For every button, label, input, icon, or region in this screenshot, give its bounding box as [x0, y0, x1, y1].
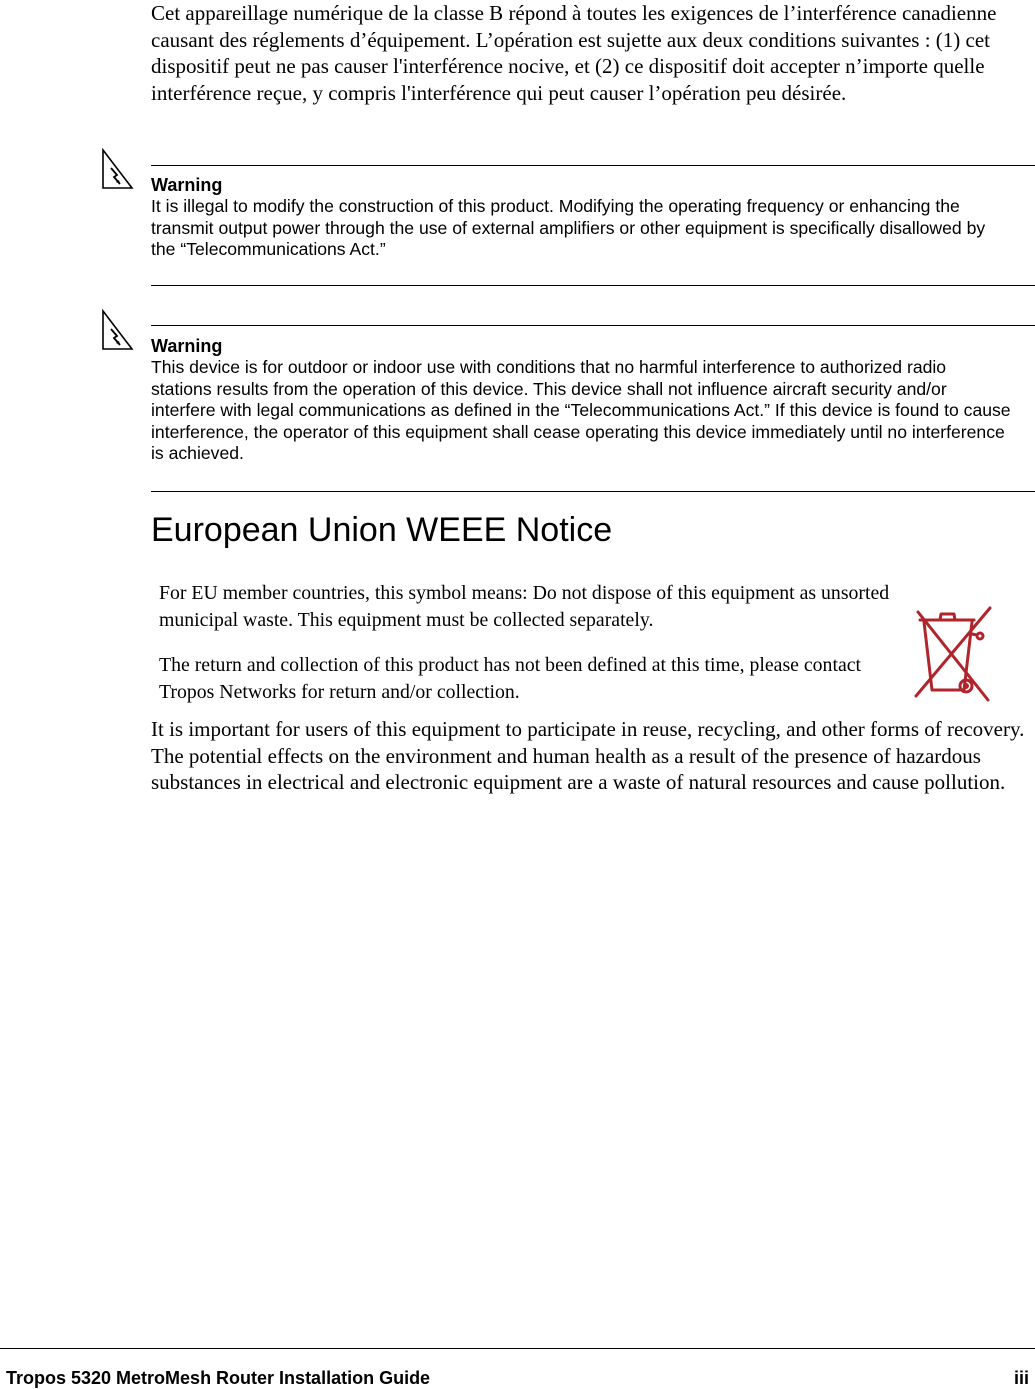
warning-1-top-rule [151, 165, 1035, 166]
warning-1-title: Warning [151, 175, 223, 195]
warning-1 [151, 174, 1011, 261]
footer-title: Tropos 5320 MetroMesh Router Installation Guide [6, 1368, 431, 1388]
weee-symbol-text: For EU member countries, this symbol means: Do not dispose of this equipment as unsorted municipal waste. This equipment must be collected separately. [159, 582, 890, 631]
warning-2-title: Warning [151, 336, 223, 356]
crossed-out-wheelie-bin-icon [910, 600, 994, 704]
footer-rule [0, 1348, 1035, 1349]
warning-1-bottom-rule [151, 285, 1035, 286]
recovery-paragraph: It is important for users of this equipment to participate in reuse, recycling, and other forms of recovery. The potential effects on the environment and human health as a result of the presence of hazardous substances in electrical and electronic equipment are a waste of natural resources and cause pollution. [151, 717, 1025, 794]
page-number: iii [1013, 1368, 1029, 1388]
intro-paragraph: Cet appareillage numérique de la classe B répond à toutes les exigences de l’interférence canadienne causant des réglements d’équipement. L’opération est sujette aux deux conditions suivantes : (1) cet dispositif peut ne pas causer l'interférence nocive, et (2) ce dispositif doit accepter n’importe quelle interférence reçue, y compris l'interférence qui peut causer l’opération peu désirée. [151, 1, 997, 105]
warning-triangle-icon [100, 309, 134, 351]
warning-2-bottom-rule [151, 491, 1035, 492]
warning-2-top-rule [151, 325, 1035, 326]
section-heading: European Union WEEE Notice [151, 511, 613, 549]
warning-triangle-icon [100, 148, 134, 190]
warning-2 [151, 335, 1011, 465]
warning-1-body: It is illegal to modify the construction of this product. Modifying the operating frequency or enhancing the transmit output power through the use of external amplifiers or other equipment is specifically disallowed by the “Telecommunications Act.” [151, 196, 986, 259]
warning-2-body: This device is for outdoor or indoor use with conditions that no harmful interference to authorized radio stations results from the operation of this device. This device shall not influence aircraft security and/or interfere with legal communications as defined in the “Telecommunications Act.” If this device is found to cause interference, the operator of this equipment shall cease operating this device immediately until no interference is achieved. [151, 357, 1011, 463]
weee-return-text: The return and collection of this product has not been defined at this time, please contact Tropos Networks for return and/or collection. [159, 654, 862, 703]
